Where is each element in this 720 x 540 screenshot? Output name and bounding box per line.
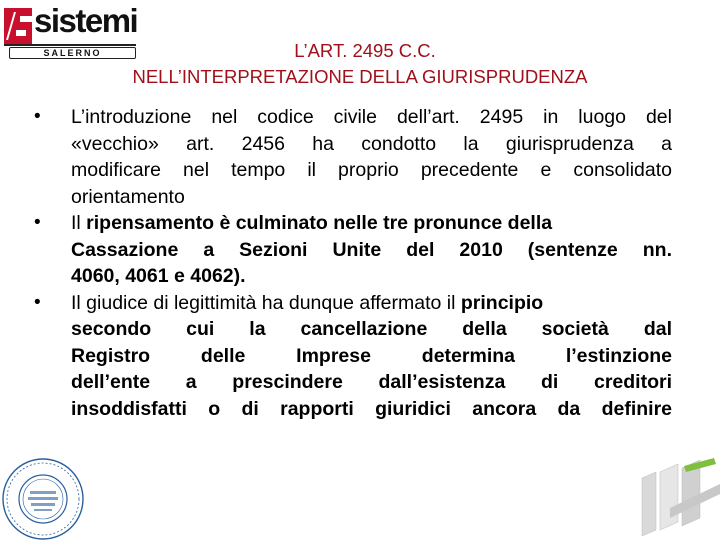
seal-emblem-icon: [0, 453, 86, 540]
logo-name: sistemi: [34, 2, 138, 39]
bullet-line: 4060, 4061 e 4062).: [71, 265, 246, 287]
page-title-line2: NELL’INTERPRETAZIONE DELLA GIURISPRUDENZA: [132, 66, 588, 87]
bullet-bold-text: principio: [460, 291, 544, 314]
bullet-dot-icon: •: [34, 212, 41, 233]
bullet-line: secondo cui la cancellazione della società dal: [71, 318, 672, 340]
bullet-dot-icon: •: [34, 106, 41, 127]
corner-logo-icon: [634, 458, 720, 540]
bullet-line: orientamento: [71, 185, 185, 208]
logo-subtitle: SALERNO: [9, 47, 136, 59]
bullet-bold-text: ripensamento è culminato nelle tre pronunce della: [86, 212, 553, 234]
bullet-line: L’introduzione nel codice civile dell’art. 2495 in luogo del: [71, 106, 672, 128]
bullet-line: Cassazione a Sezioni Unite del 2010 (sentenze nn.: [71, 238, 672, 261]
bullet-line: [71, 210, 672, 237]
bullet-item: [34, 290, 672, 423]
bullet-line: modificare nel tempo il proprio precedente e consolidato: [71, 159, 672, 181]
bullet-list: [34, 104, 672, 422]
bullet-text: Il giudice di legittimità ha dunque affermato il: [71, 291, 461, 314]
bullet-text: Il: [71, 212, 87, 234]
page-title-line1: L’ART. 2495 C.C.: [294, 40, 436, 61]
bullet-line: Registro delle Imprese determina l’estinzione: [71, 344, 672, 367]
bullet-line: dell’ente a prescindere dall’esistenza di creditori: [71, 371, 672, 393]
bullet-item: [34, 104, 672, 210]
bullet-line: [71, 290, 672, 317]
bullet-line: insoddisfatti o di rapporti giuridici ancora da definire: [71, 397, 672, 420]
bullet-item: [34, 210, 672, 290]
bullet-dot-icon: •: [34, 291, 41, 313]
bullet-line: «vecchio» art. 2456 ha condotto la giurisprudenza a: [71, 132, 672, 155]
